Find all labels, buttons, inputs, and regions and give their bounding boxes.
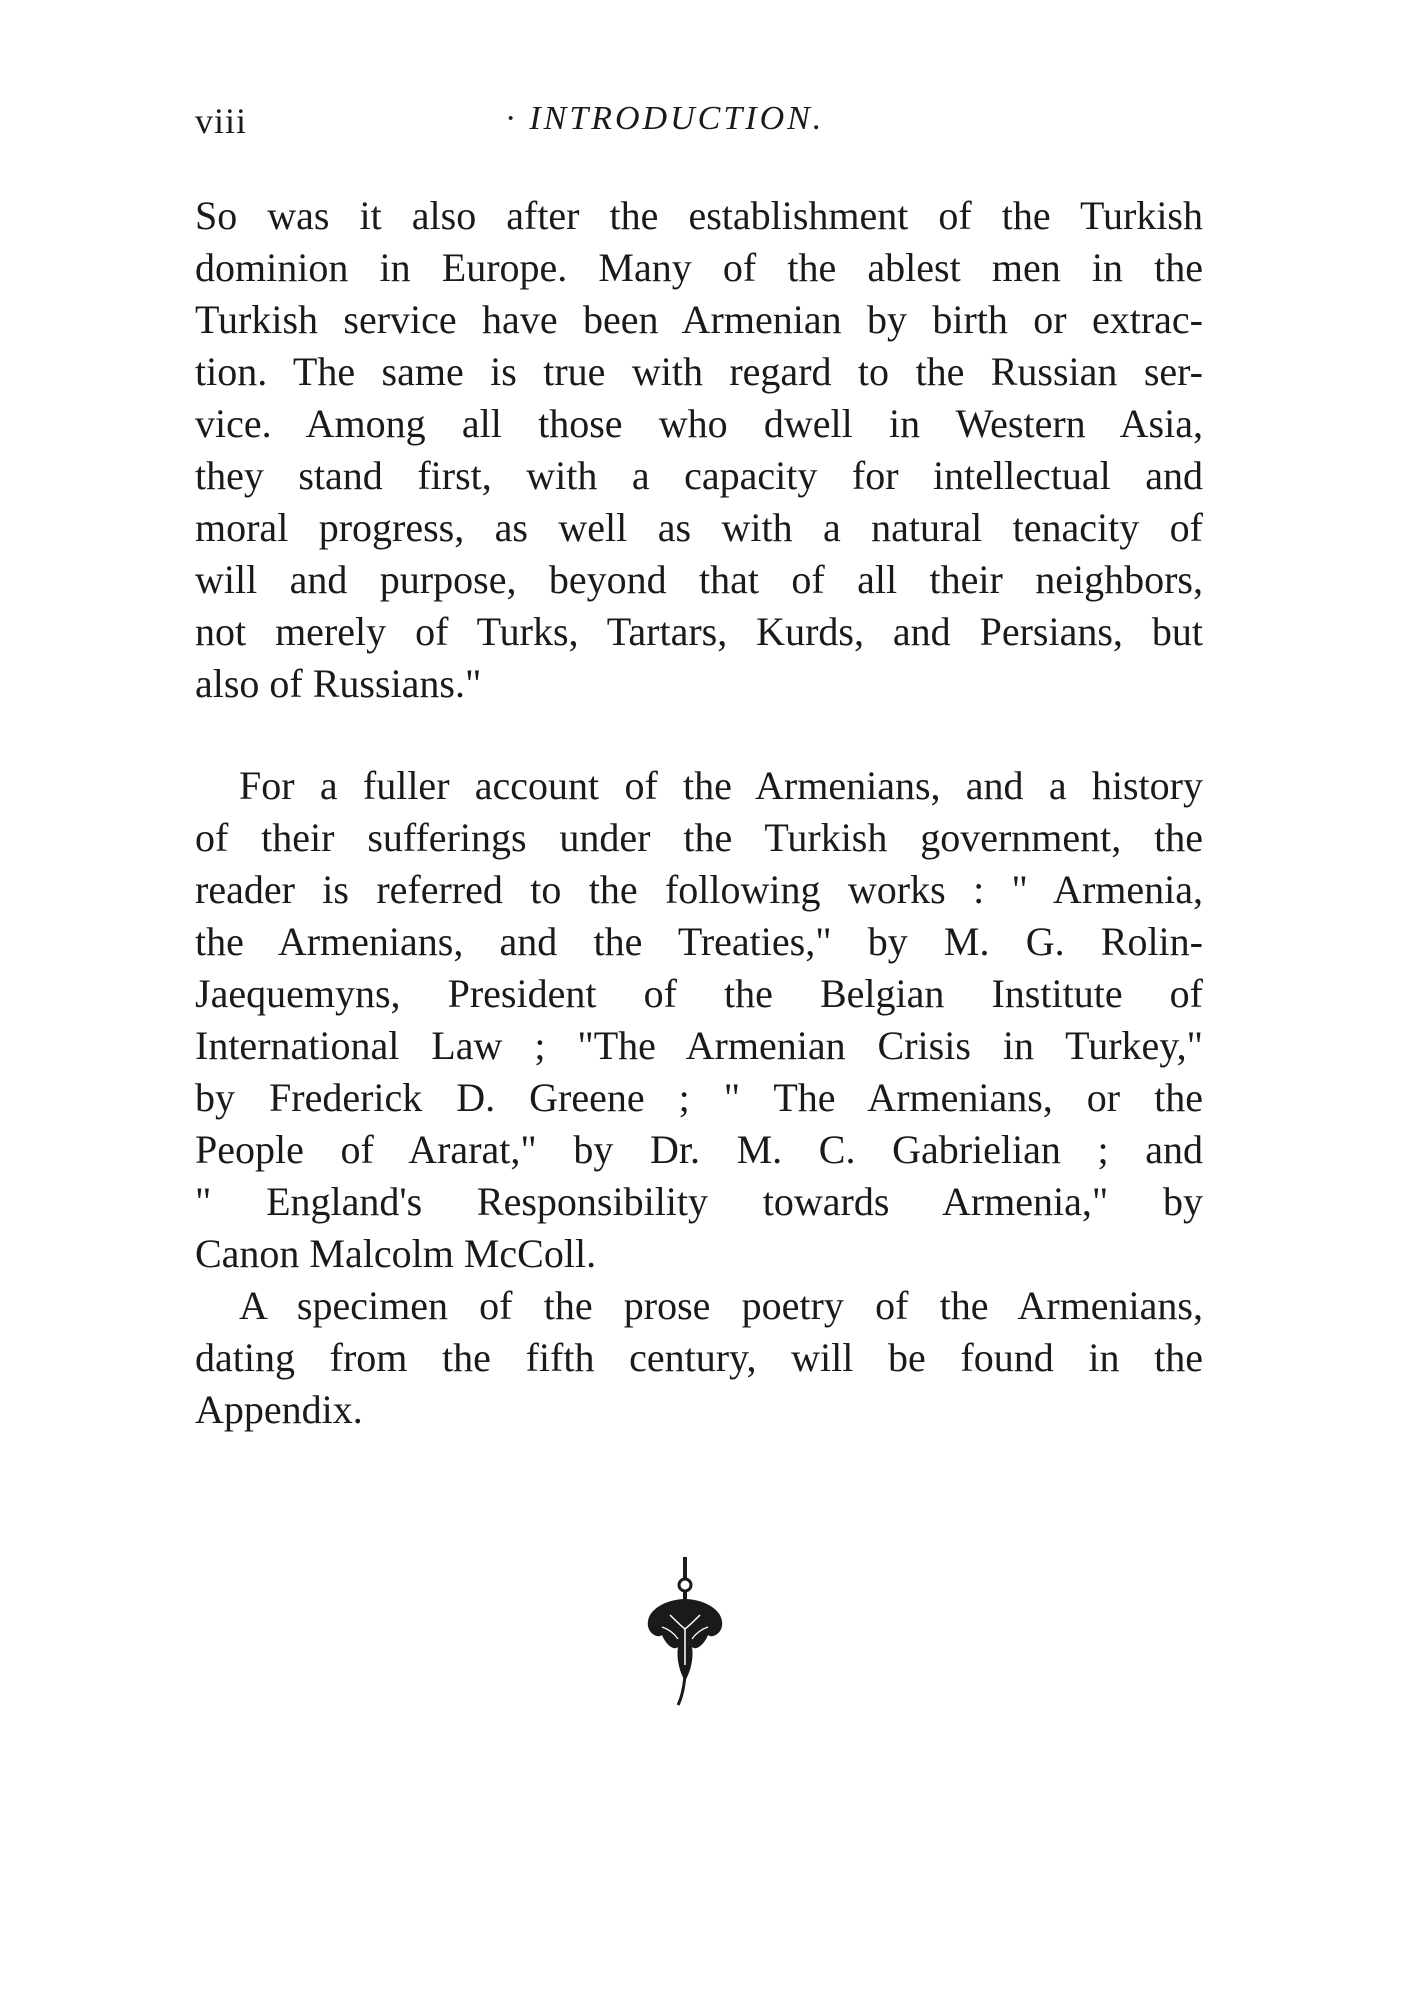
text-line: the Armenians, and the Treaties," by M. G. Rolin-	[195, 919, 1203, 964]
text-line: not merely of Turks, Tartars, Kurds, and Persians, but	[195, 609, 1203, 654]
text-line: A specimen of the prose poetry of the Armenians,	[239, 1283, 1203, 1328]
running-head	[505, 100, 824, 138]
text-line: vice. Among all those who dwell in Western Asia,	[195, 401, 1203, 446]
paragraph-gap	[195, 710, 1203, 760]
text-line: of their sufferings under the Turkish government, the	[195, 815, 1203, 860]
text-line: reader is referred to the following works : " Armenia,	[195, 867, 1203, 912]
paragraph-2	[195, 760, 1203, 1280]
text-line: also of Russians."	[195, 661, 482, 706]
page-header	[195, 100, 1205, 150]
text-line: People of Ararat," by Dr. M. C. Gabrielian ; and	[195, 1127, 1203, 1172]
text-line: tion. The same is true with regard to the Russian ser-	[195, 349, 1203, 394]
text-line: Canon Malcolm McColl.	[195, 1231, 597, 1276]
text-line: moral progress, as well as with a natural tenacity of	[195, 505, 1203, 550]
text-line: they stand first, with a capacity for intellectual and	[195, 453, 1203, 498]
text-line: Appendix.	[195, 1387, 363, 1432]
leaf-ornament-icon	[640, 1555, 730, 1715]
paragraph-1	[195, 190, 1203, 710]
text-line: For a fuller account of the Armenians, and a history	[239, 763, 1203, 808]
text-line: International Law ; "The Armenian Crisis in Turkey,"	[195, 1023, 1203, 1068]
body-text	[195, 190, 1203, 1436]
text-line: Turkish service have been Armenian by birth or extrac-	[195, 297, 1203, 342]
text-line: by Frederick D. Greene ; " The Armenians, or the	[195, 1075, 1203, 1120]
text-line: Jaequemyns, President of the Belgian Institute of	[195, 971, 1203, 1016]
paragraph-3	[195, 1280, 1203, 1436]
text-line: " England's Responsibility towards Armenia," by	[195, 1179, 1203, 1224]
text-line: will and purpose, beyond that of all their neighbors,	[195, 557, 1203, 602]
text-line: dominion in Europe. Many of the ablest men in the	[195, 245, 1203, 290]
text-line: dating from the fifth century, will be found in the	[195, 1335, 1203, 1380]
page-number: viii	[195, 101, 248, 141]
running-head-dot: ·	[505, 100, 520, 137]
text-line: So was it also after the establishment of the Turkish	[195, 193, 1203, 238]
running-head-title: INTRODUCTION.	[529, 100, 825, 137]
